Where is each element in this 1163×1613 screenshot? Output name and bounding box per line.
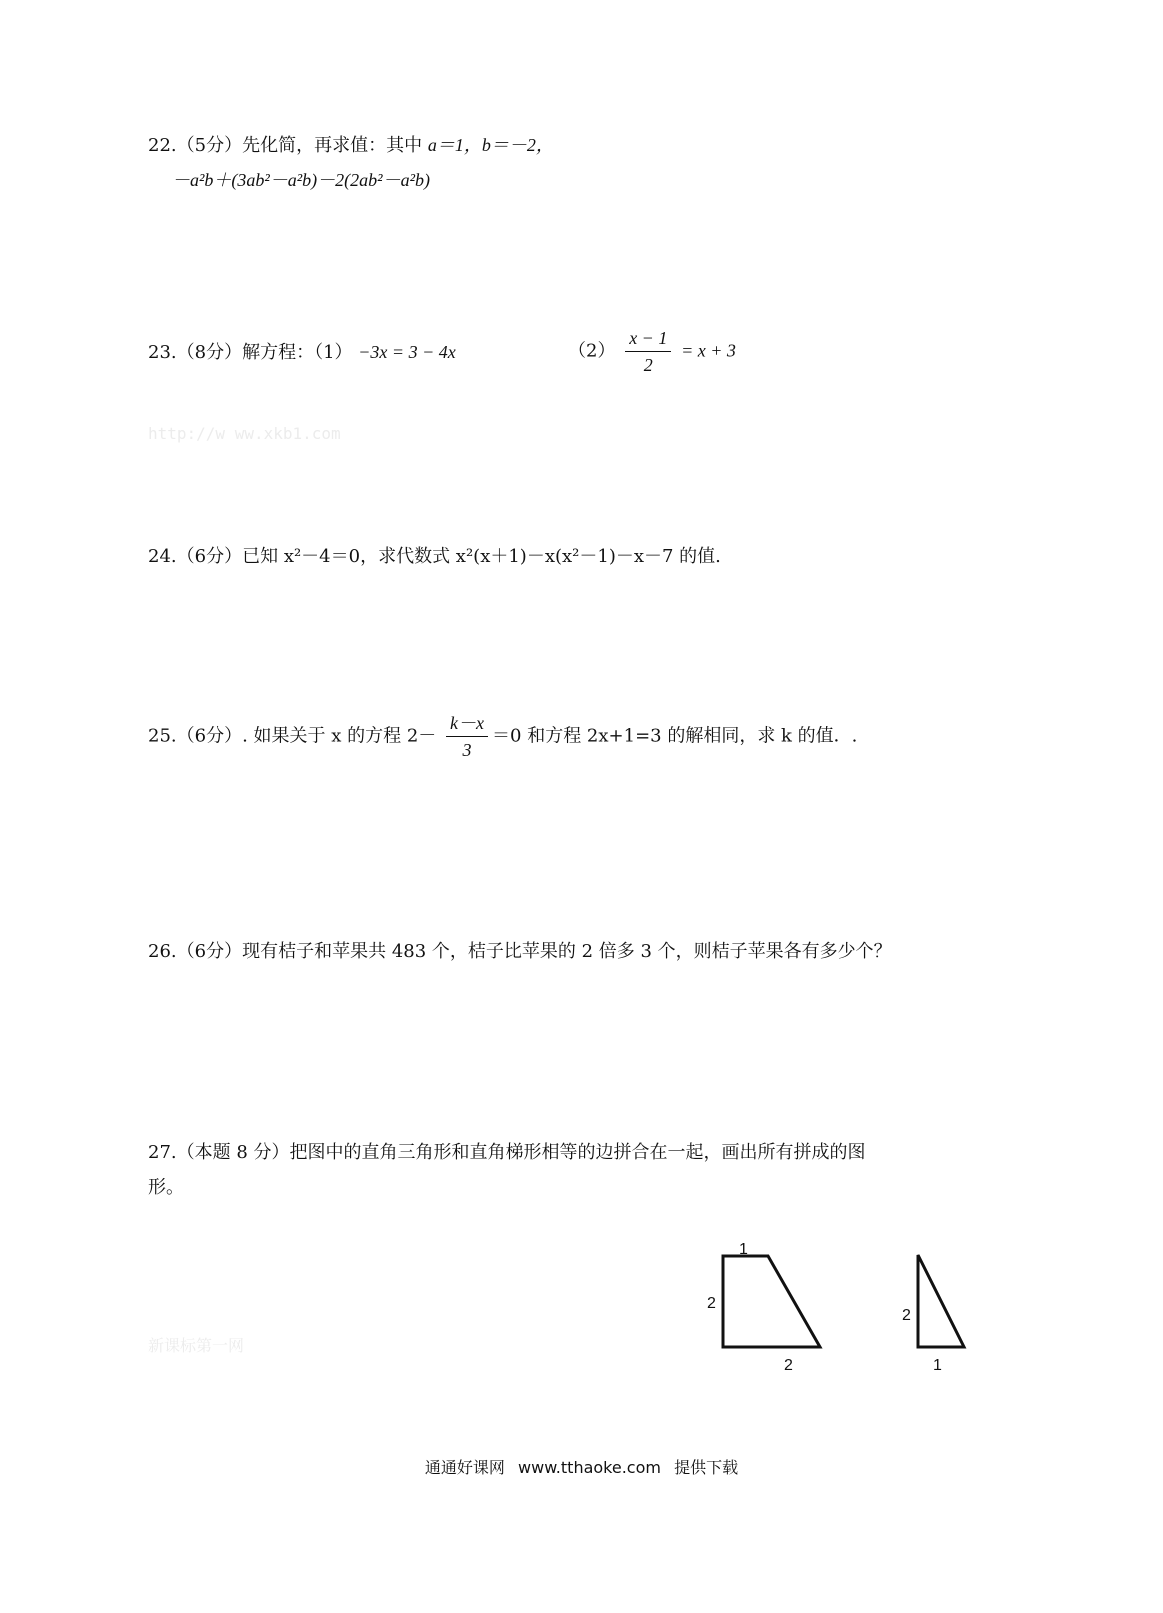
q25-fraction — [446, 710, 488, 763]
q25-text-a: . 如果关于 x 的方程 2－ — [242, 725, 437, 747]
q22-number: 22. — [148, 135, 177, 156]
figures — [690, 1238, 990, 1378]
q23-equation-2-rhs: = x + 3 — [681, 340, 736, 361]
q26-number: 26. — [148, 941, 177, 962]
question-22 — [148, 130, 554, 161]
footer-site-name: 通通好课网 — [424, 1458, 505, 1477]
question-23 — [148, 337, 456, 368]
q25-number: 25. — [148, 725, 177, 747]
trapezoid-label-left: 2 — [707, 1295, 716, 1312]
question-27 — [148, 1138, 866, 1168]
q24-text: 已知 x²－4＝0，求代数式 x²(x＋1)－x(x²－1)－x－7 的值. — [242, 546, 721, 567]
q23-fraction-denominator: 2 — [643, 355, 653, 375]
right-trapezoid — [723, 1256, 820, 1347]
q24-number: 24. — [148, 546, 177, 567]
triangle-label-left: 2 — [902, 1307, 911, 1324]
watermark-site: 新课标第一网 — [148, 1336, 245, 1355]
watermark-url: http://w ww.xkb1.com — [148, 424, 341, 443]
question-26 — [148, 937, 892, 967]
q27-text-line1: 把图中的直角三角形和直角梯形相等的边拼合在一起，画出所有拼成的图 — [289, 1142, 866, 1163]
right-triangle — [918, 1255, 964, 1347]
q22-text: 先化简，再求值：其中 — [242, 135, 423, 156]
question-25 — [148, 710, 857, 763]
trapezoid-label-top: 1 — [739, 1241, 748, 1258]
q25-score: （6分） — [176, 725, 243, 747]
q23-number: 23. — [148, 342, 177, 363]
q23-equation-1: −3x = 3 − 4x — [358, 342, 456, 362]
footer-url[interactable]: www.tthaoke.com — [518, 1458, 661, 1477]
q26-score: （6分） — [176, 941, 243, 962]
q24-score: （6分） — [176, 546, 243, 567]
q22-score: （5分） — [176, 135, 243, 156]
q25-fraction-numerator: k－x — [446, 710, 488, 737]
q23-part2-label: （2） — [568, 340, 616, 362]
q23-fraction — [625, 325, 671, 378]
q23-fraction-numerator: x − 1 — [625, 325, 671, 352]
q26-text: 现有桔子和苹果共 483 个，桔子比苹果的 2 倍多 3 个，则桔子苹果各有多少个？ — [242, 941, 892, 962]
q22-b-condition: b＝－2， — [481, 135, 554, 155]
q22-expression: －a²b＋(3ab²－a²b)－2(2ab²－a²b) — [172, 170, 430, 190]
footer — [0, 1455, 1163, 1478]
question-24 — [148, 542, 721, 572]
q27-text-line2: 形。 — [148, 1177, 184, 1198]
footer-suffix: 提供下载 — [674, 1458, 739, 1477]
q25-fraction-denominator: 3 — [462, 740, 472, 760]
triangle-label-bottom: 1 — [933, 1357, 942, 1374]
q27-number: 27. — [148, 1142, 177, 1163]
trapezoid-label-bottom: 2 — [784, 1357, 793, 1374]
q23-part-2 — [568, 325, 736, 378]
q23-text: 解方程：（1） — [242, 342, 353, 363]
q23-score: （8分） — [176, 342, 243, 363]
q27-score: （本题 8 分） — [176, 1142, 290, 1163]
q25-text-b: ＝0 和方程 2x+1=3 的解相同，求 k 的值．. — [492, 725, 858, 747]
q22-a-condition: a＝1， — [427, 135, 482, 155]
